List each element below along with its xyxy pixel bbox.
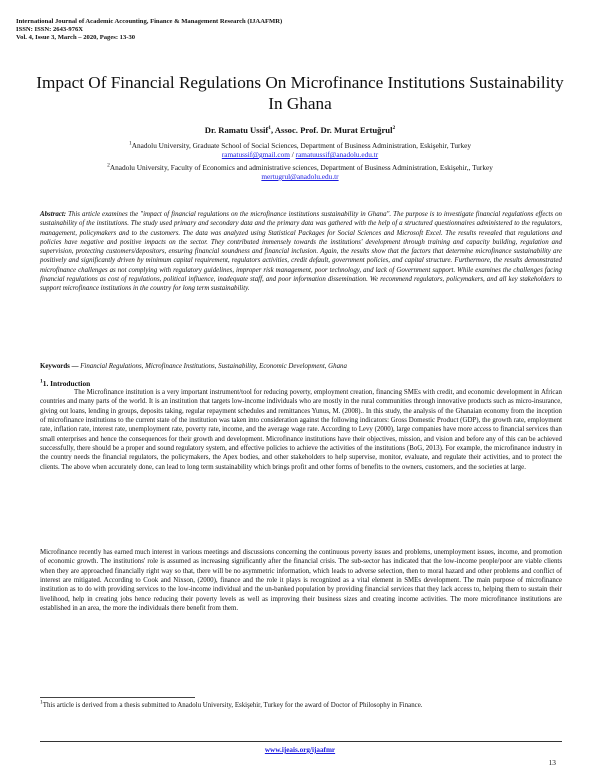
affiliation-2: [40, 163, 560, 181]
affiliation-1-sup: 1: [128, 140, 132, 147]
keywords-label: Keywords —: [40, 363, 79, 370]
page-number: 13: [548, 758, 556, 767]
footer-url[interactable]: [0, 746, 600, 754]
abstract: [40, 210, 562, 294]
email-separator: /: [289, 150, 296, 159]
footer-divider: [40, 741, 562, 742]
affiliation-1-email-anadolu[interactable]: ramatuussif@anadolu.edu.tr: [295, 150, 379, 159]
affiliation-1-text: Anadolu University, Graduate School of Social Sciences, Department of Business Administration, Eskişehir, Turkey: [131, 141, 472, 150]
abstract-label: Abstract:: [40, 211, 67, 218]
affiliation-1: [40, 141, 560, 159]
footnote: [40, 701, 562, 710]
author-2-sup: 2: [392, 125, 396, 132]
section-heading-introduction: [40, 379, 90, 388]
footnote-divider: [40, 697, 195, 698]
affiliation-2-sup: 2: [107, 162, 110, 169]
footer-url-link[interactable]: www.ijeais.org/ijaafmr: [264, 746, 336, 754]
journal-header: [16, 18, 584, 42]
footnote-sup: 1: [40, 699, 43, 706]
journal-issn: ISSN: ISSN: 2643-976X: [16, 26, 84, 33]
introduction-paragraph-2: Microfinance recently has earned much interest in various meetings and discussions concerning the continuous poverty issues and problems, unemployment issues, income, and promotion of economic growth. The institutions' role is assumed as increasing significantly after the financial crisis. The sub-sector has indicated that the low-income people/poor are viable clients when they are approached financially right way so that, there will be no asymmetric information, which leads to adverse selection, then to moral hazard and other problems and conflict of interest are mitigated. According to Cook and Nixson, (2000), finance and the role it plays is recognized as a vital element in SMEs development. The main purpose of microfinance institution as to do with providing services to the low-income individual and the un-banked population by providing financial services that they lack access to, helping them to sustain their livelihood, help in creating jobs hence reducing their poverty levels as well as improving their business sizes and creating income activities. The more microfinance institutions are established in an area, the more the individuals there benefit from them.: [40, 549, 562, 613]
introduction-paragraph-1: The Microfinance institution is a very important instrument/tool for reducing poverty, employment creation, financing SMEs with credit, and economic development in African countries and many parts of the world. It is an institution that targets low-income individuals who are mostly in the rural communities through innovative products such as micro-insurance, giving out loans, lending in groups, deposits taking, regular repayment schedules and remittances Yunus, M. (2008).. In this study, the analysis of the Ghanaian economy from the inception of microfinance institutions to the current state of the institution was taken into consideration against the following indicators: Gross Domestic Product (GDP), the growth rate, employment rate, inflation rate, interest rate, unemployment rate, poverty rate, income, and the average wage rate. According to Levy (2000), large companies have more access to financial services than small enterprises and hence the consequences for their growth and development. Microfinance institutions have their objectives, mission, and vision and before any of this can be achieved successfully, there should be a proper and sound regulatory system, and effective policies to achieve the activities of the institutions (BoG, 2013). For example, the microfinance industry in the country needs the financial regulators, the policymakers, the Apex bodies, and other stakeholders to help supervise, monitor, evaluate, and regulate their activities, and to protect the clients. The above when accurately done, can lead to long term sustainability which brings profit and other forms of benefits to the owners, customers, and the societies at large.: [40, 389, 562, 471]
author-separator: ,: [270, 125, 275, 135]
paper-title: Impact Of Financial Regulations On Microfinance Institutions Sustainability In Ghana: [36, 73, 564, 113]
author-1-sup: 1: [268, 125, 271, 132]
keywords-text: Financial Regulations, Microfinance Institutions, Sustainability, Economic Development, Ghana: [80, 363, 347, 370]
abstract-text: This article examines the "impact of financial regulations on the microfinance institutions sustainability in Ghana". The purpose is to investigate financial regulations effects on sustainability of the institutions. The study used primary and secondary data and the primary data was gathered with the help of a structured questionnaires administered to the regulators, management, policymakers and to the customers. The data was analyzed using Statistical Packages for Social Sciences and Microsoft Excel. The results revealed that regulations and policies have negative and positive impacts on the sector. They contributed immensely towards the institutions' development through training and capacity building, regulation and supervision, protecting customers/depositors, ensuring financial soundness and financial inclusion. Again, the results show that the factors that determine microfinance sustainability are positively and significantly driven by minimum capital requirement, regulators activities, credit default, government policies, and capital structure. Furthermore, the results demonstrated microfinance challenges as not complying with regulatory guidelines, improper risk management, poor technology, and lack of Government support. While examines the challenges facing financial regulations as cost of regulations, political influence, inadequate staff, and poor information dissemination. We recommend regulators, policymakers, and all key stakeholders to support microfinance institutions in the country for long term sustainability.: [40, 211, 562, 293]
affiliation-1-email-gmail[interactable]: ramatussif@gmail.com: [221, 150, 290, 159]
author-line: [30, 125, 570, 135]
journal-volume: Vol. 4, Issue 3, March – 2020, Pages: 13-30: [16, 34, 136, 41]
author-2: Assoc. Prof. Dr. Murat Ertuğrul: [274, 125, 393, 135]
affiliation-2-text: Anadolu University, Faculty of Economics and administrative sciences, Department of Business Administration, Eskişehir,, Turkey: [109, 163, 493, 172]
affiliation-2-email[interactable]: mertugrul@anadolu.edu.tr: [261, 172, 339, 181]
keywords: [40, 362, 562, 371]
author-1: Dr. Ramatu Ussif: [204, 125, 269, 135]
footnote-text: This article is derived from a thesis submitted to Anadolu University, Eskişehir, Turkey for the award of Doctor of Philosophy in Finance.: [42, 702, 423, 709]
journal-name: International Journal of Academic Accounting, Finance & Management Research (IJAAFMR): [16, 18, 283, 25]
section-heading-text: 1. Introduction: [42, 379, 91, 388]
section-heading-sup: 1: [40, 378, 43, 385]
